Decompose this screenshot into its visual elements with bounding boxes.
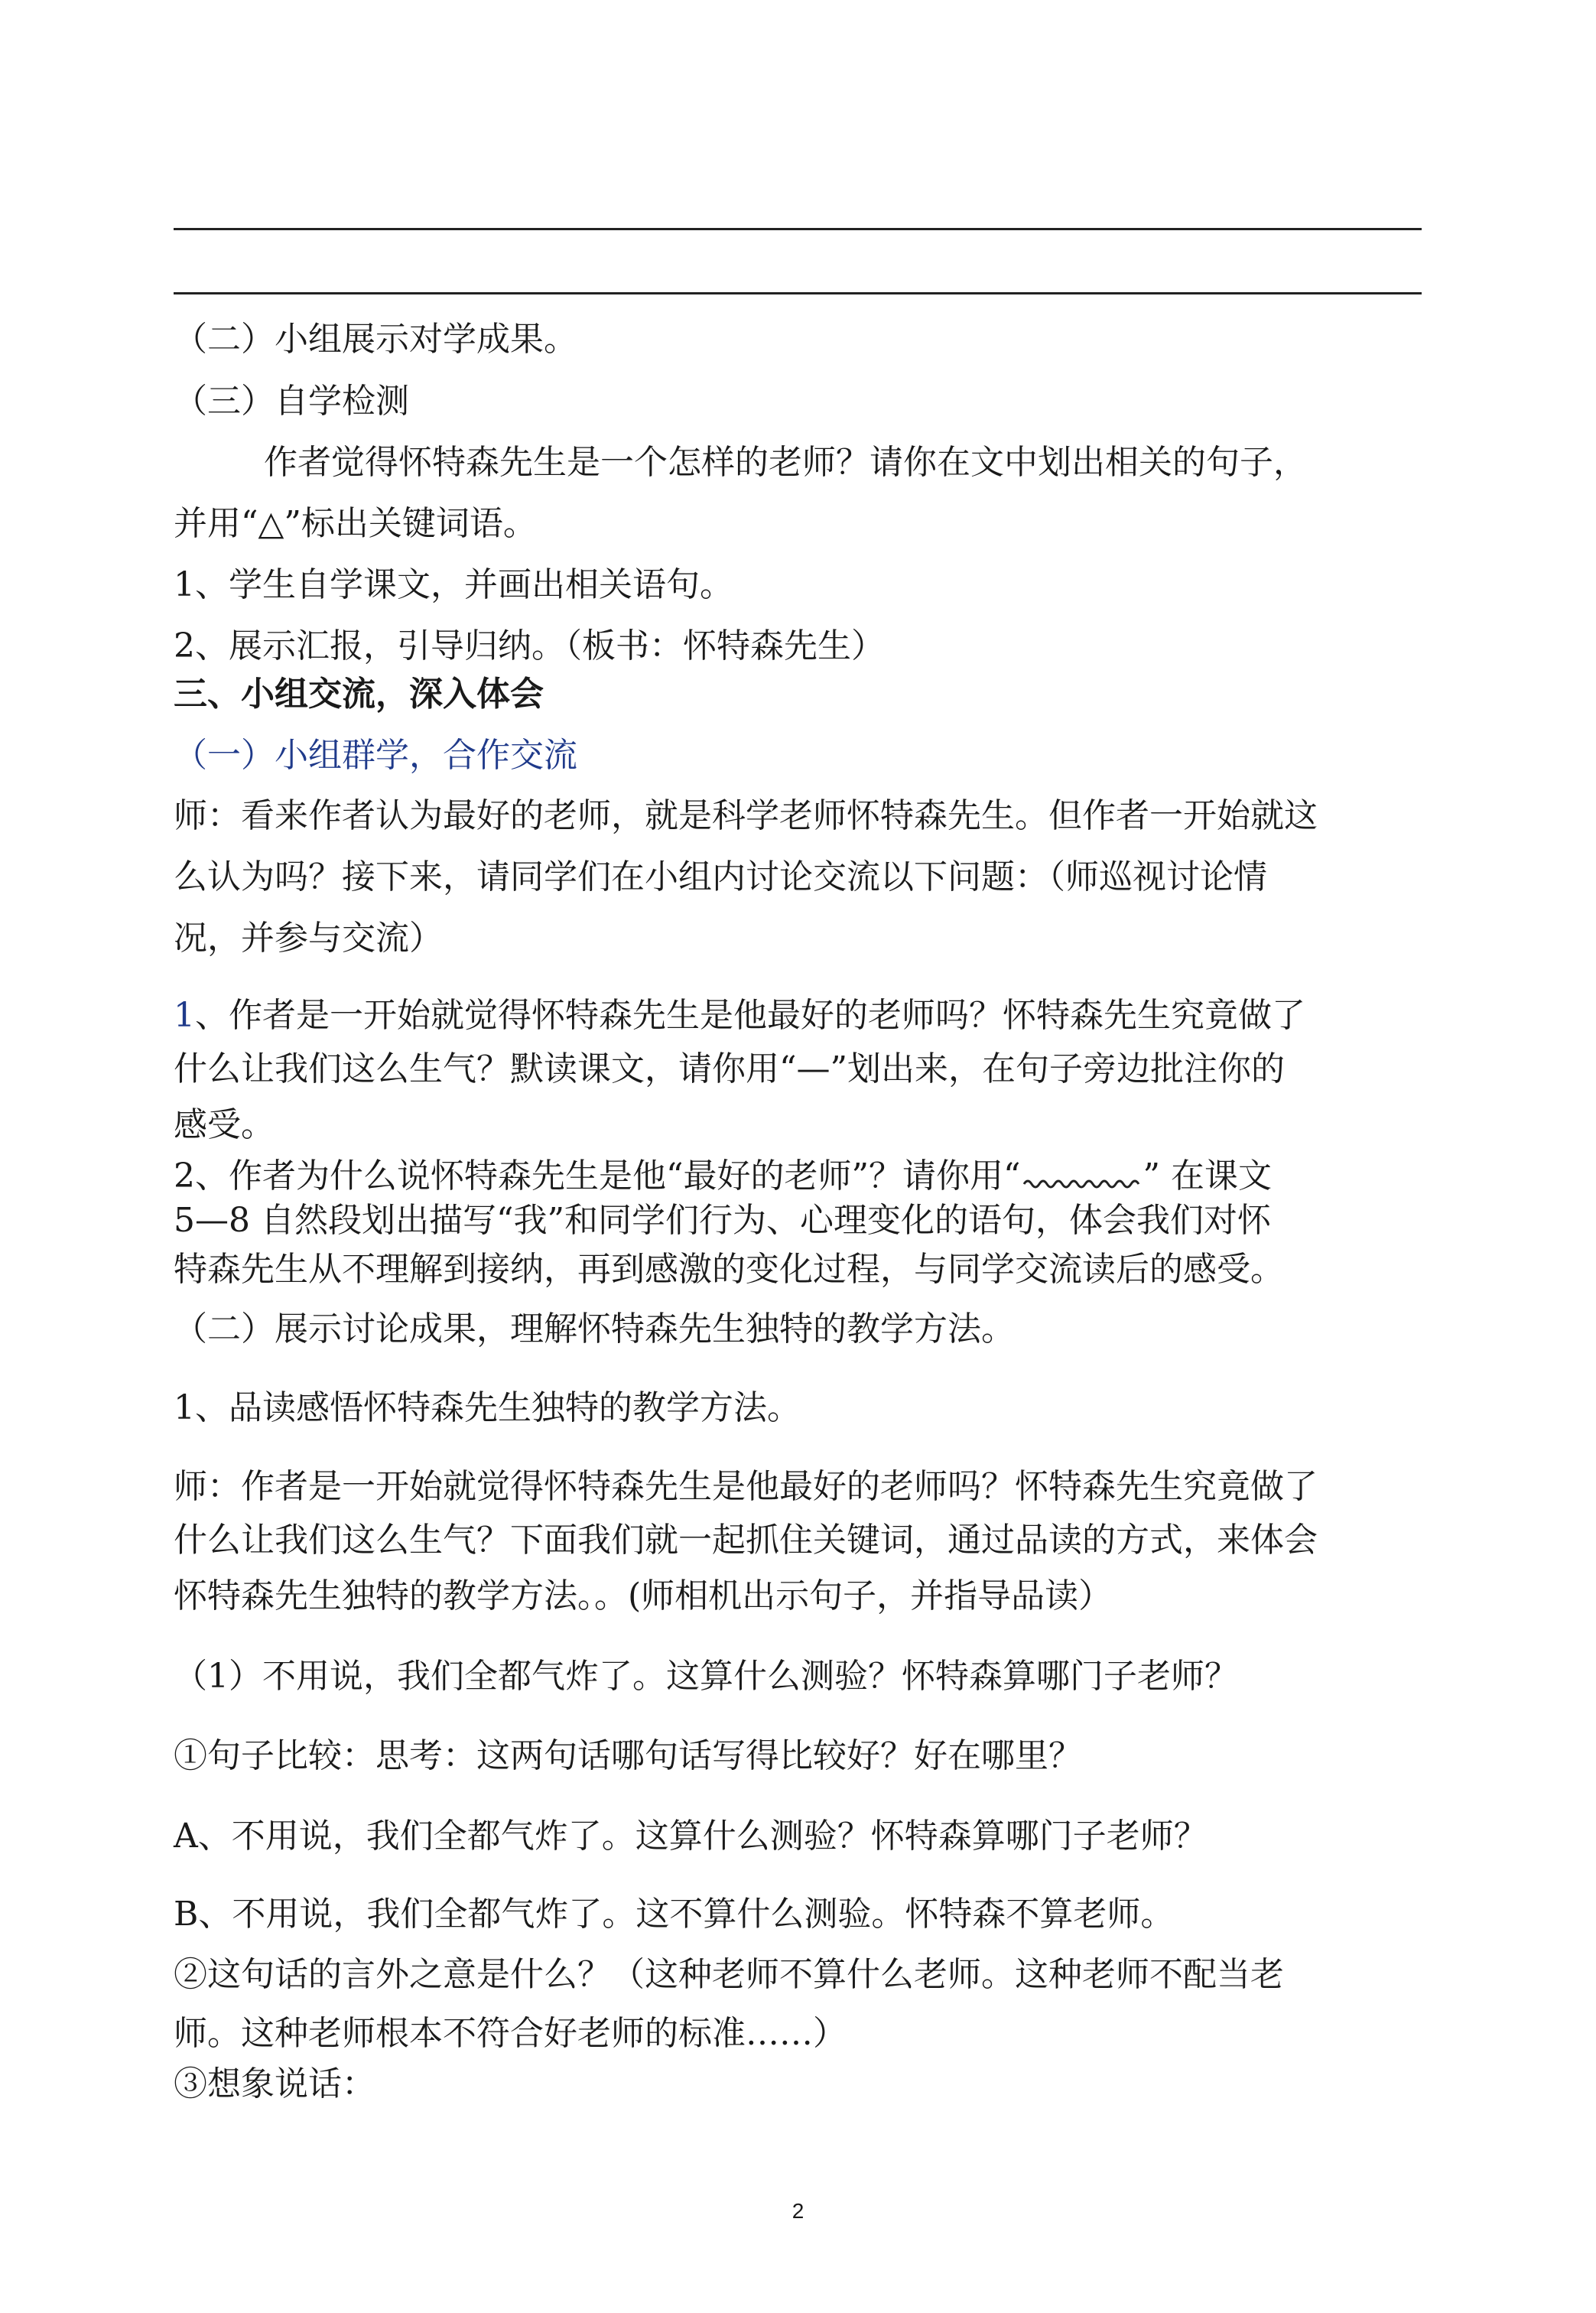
paragraph-line: 什么让我们这么生气？下面我们就一起抓住关键词，通过品读的方式，来体会: [174, 1521, 1318, 1560]
question-line: ①句子比较：思考：这两句话哪句话写得比较好？好在哪里？: [174, 1736, 1082, 1775]
list-item: [174, 1156, 1272, 1196]
paragraph-line: 特森先生从不理解到接纳，再到感激的变化过程，与同学交流读后的感受。: [174, 1250, 1284, 1289]
paragraph-line: 感受。: [174, 1105, 275, 1144]
paragraph-line: 师。这种老师根本不符合好老师的标准……）: [174, 2014, 847, 2053]
paragraph-line: 况，并参与交流）: [174, 919, 443, 958]
list-item: 2、展示汇报，引导归纳。（板书：怀特森先生）: [174, 626, 885, 665]
answer-line-1: [174, 228, 1422, 230]
paragraph-line: 5—8 自然段划出描写“我”和同学们行为、心理变化的语句，体会我们对怀: [174, 1201, 1271, 1240]
list-item: 1、学生自学课文，并画出相关语句。: [174, 565, 733, 604]
section-heading: （二）小组展示对学成果。: [174, 320, 577, 359]
paragraph-line: 师：看来作者认为最好的老师，就是科学老师怀特森先生。但作者一开始就这: [174, 796, 1318, 835]
option-b: B、不用说，我们全都气炸了。这不算什么测验。怀特森不算老师。: [174, 1895, 1175, 1934]
sub-heading: （一）小组群学，合作交流: [174, 736, 577, 775]
list-text: 2、作者为什么说怀特森先生是他“最好的老师”？请你用“: [174, 1156, 1021, 1196]
section-heading: （二）展示讨论成果，理解怀特森先生独特的教学方法。: [174, 1309, 1015, 1348]
paragraph-line: 并用“△”标出关键词语。: [174, 504, 537, 543]
list-item: 1、品读感悟怀特森先生独特的教学方法。: [174, 1388, 801, 1427]
wavy-underline-mark: [1020, 1156, 1143, 1187]
list-number: 1: [174, 996, 195, 1035]
paragraph-line: 怀特森先生独特的教学方法。。(师相机出示句子，并指导品读）: [174, 1576, 1113, 1615]
list-text: 、作者是一开始就觉得怀特森先生是他最好的老师吗？怀特森先生究竟做了: [195, 996, 1305, 1035]
question-line: ③想象说话：: [174, 2064, 375, 2103]
main-heading: 三、小组交流，深入体会: [174, 675, 544, 714]
paragraph-line: 作者觉得怀特森先生是一个怎样的老师？请你在文中划出相关的句子，: [264, 443, 1307, 482]
paragraph-line: 师：作者是一开始就觉得怀特森先生是他最好的老师吗？怀特森先生究竟做了: [174, 1467, 1318, 1506]
paragraph-line: 什么让我们这么生气？默读课文，请你用“—”划出来，在句子旁边批注你的: [174, 1049, 1285, 1088]
question-line: ②这句话的言外之意是什么？（这种老师不算什么老师。这种老师不配当老: [174, 1955, 1284, 1994]
paragraph-line: 么认为吗？接下来，请同学们在小组内讨论交流以下问题：（师巡视讨论情: [174, 857, 1267, 896]
example-sentence: （1）不用说，我们全都气炸了。这算什么测验？怀特森算哪门子老师？: [174, 1657, 1238, 1696]
list-text: ” 在课文: [1143, 1156, 1272, 1196]
list-item: [174, 996, 1305, 1035]
answer-line-2: [174, 292, 1422, 294]
page-number: 2: [791, 2199, 805, 2223]
option-a: A、不用说，我们全都气炸了。这算什么测验？怀特森算哪门子老师？: [174, 1817, 1208, 1856]
section-heading: （三）自学检测: [174, 382, 409, 421]
